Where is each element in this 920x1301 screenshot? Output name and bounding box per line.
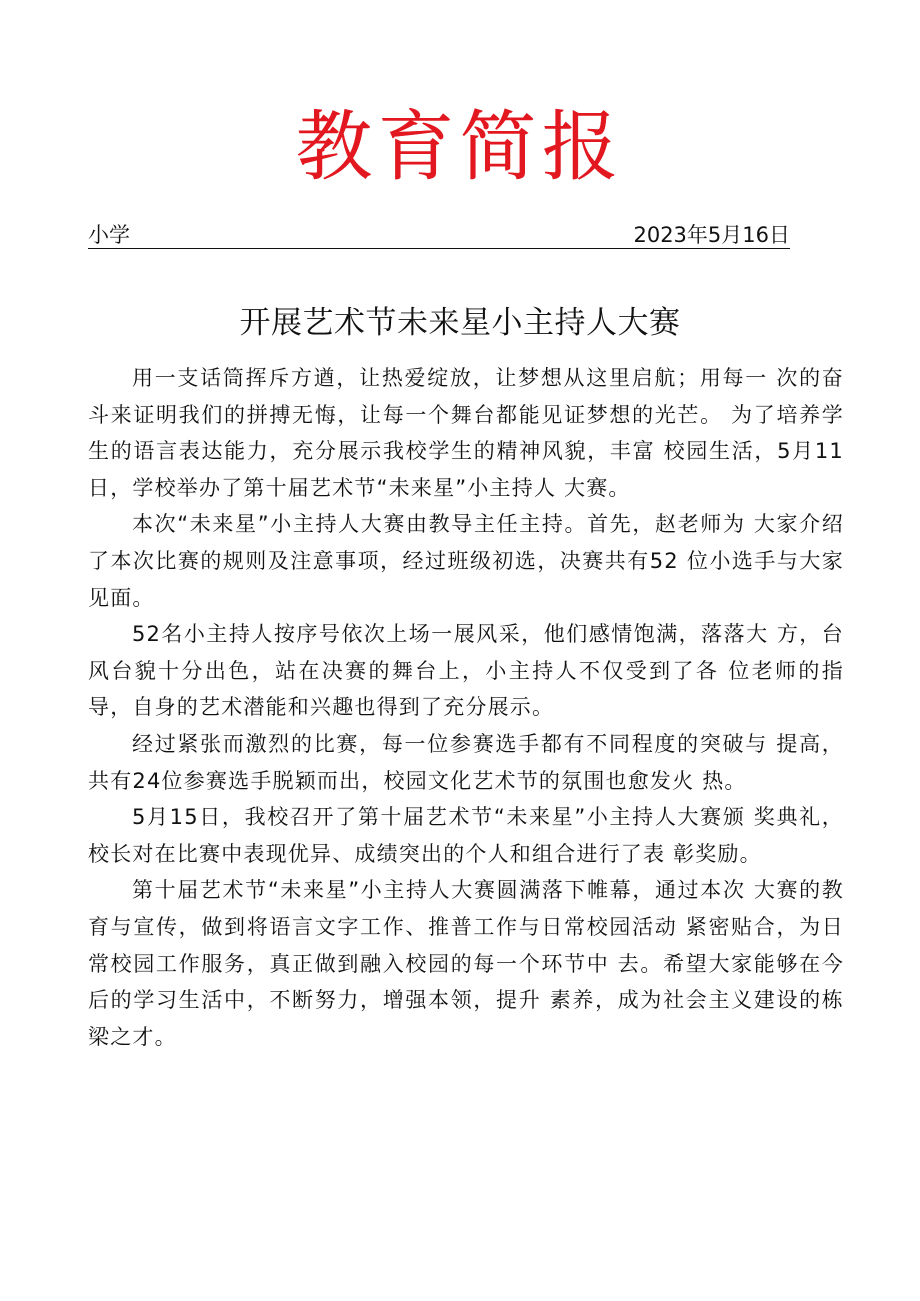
masthead-title: 教育简报 — [296, 102, 624, 191]
article-paragraph: 5月15日，我校召开了第十届艺术节“未来星”小主持人大赛颁 奖典礼，校长对在比赛中表现优异、成绩突出的个人和组合进行了表 彰奖励。 — [88, 805, 844, 866]
article-paragraph: 第十届艺术节“未来星”小主持人大赛圆满落下帷幕，通过本次 大赛的教育与宣传，做到将语言文字工作、推普工作与日常校园活动 紧密贴合，为日常校园工作服务，真正做到融入校园的每一个环节中 去。希望大家能够在今后的学习生活中，不断努力，增强本领，提升 素养，成为社会主义建设的栋梁之才。 — [88, 878, 844, 1049]
article-paragraph: 经过紧张而激烈的比赛，每一位参赛选手都有不同程度的突破与 提高，共有24位参赛选手脱颖而出，校园文化艺术节的氛围也愈发火 热。 — [88, 731, 844, 793]
article-headline: 开展艺术节未来星小主持人大赛 — [239, 304, 681, 341]
issue-date: 2023年5月16日 — [633, 223, 790, 247]
article-paragraph: 本次“未来星”小主持人大赛由教导主任主持。首先，赵老师为 大家介绍了本次比赛的规则及注意事项，经过班级初选，决赛共有52 位小选手与大家见面。 — [88, 512, 844, 610]
article-body — [88, 360, 844, 1055]
article-paragraph: 用一支话筒挥斥方遒，让热爱绽放，让梦想从这里启航；用每一 次的奋斗来证明我们的拼搏无悔，让每一个舞台都能见证梦想的光芒。 为了培养学生的语言表达能力，充分展示我校学生的精神风貌，丰富 校园生活，5月11日，学校举办了第十届艺术节“未来星”小主持人 大赛。 — [88, 366, 844, 500]
issue-info-line — [88, 222, 790, 249]
article-paragraph: 52名小主持人按序号依次上场一展风采，他们感情饱满，落落大 方，台风台貌十分出色，站在决赛的舞台上，小主持人不仅受到了各 位老师的指导，自身的艺术潜能和兴趣也得到了充分展示。 — [88, 622, 844, 720]
school-name: 小学 — [88, 223, 130, 247]
